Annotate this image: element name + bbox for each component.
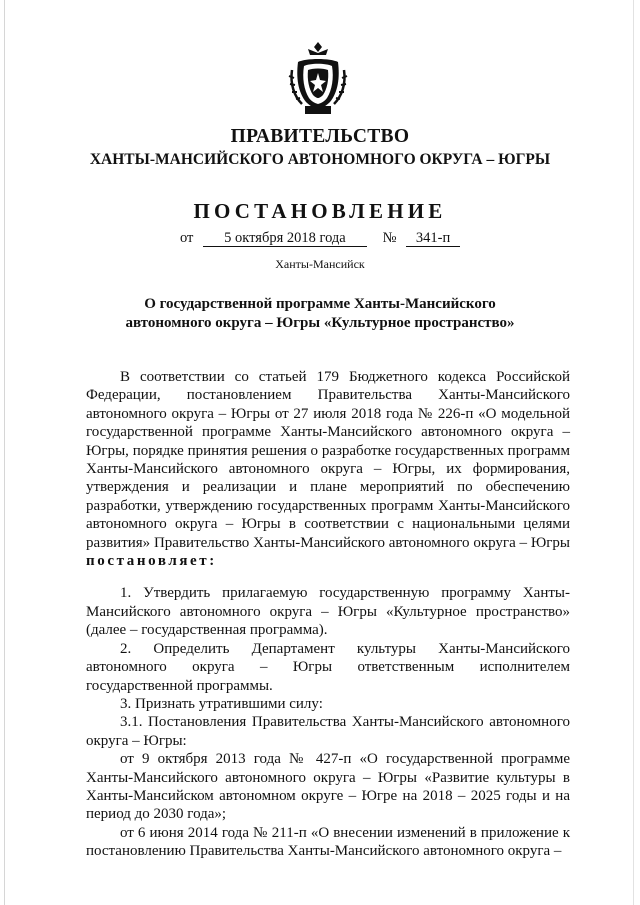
item-3: 3. Признать утратившими силу: <box>120 695 323 712</box>
document-date: 5 октября 2018 года <box>203 230 367 247</box>
document-place: Ханты-Мансийск <box>275 257 365 271</box>
coat-of-arms-icon <box>286 40 350 116</box>
date-prefix: от <box>179 230 194 246</box>
decree-word: постановляет: <box>86 553 217 570</box>
date-number-line <box>0 230 640 247</box>
item-3-1-b: от 6 июня 2014 года № 211-п «О внесении изменений в приложение к постановлению Правительства Ханты-Мансийского автономного округа – <box>86 824 570 860</box>
item-2: 2. Определить Департамент культуры Ханты-Мансийского автономного округа – Югры ответственным исполнителем государственной программы. <box>86 640 570 694</box>
number-prefix: № <box>382 230 397 246</box>
preamble-paragraph <box>86 368 570 570</box>
item-3-1: 3.1. Постановления Правительства Ханты-Мансийского автономного округа – Югры: <box>86 714 570 749</box>
preamble-text: В соответствии со статьей 179 Бюджетного кодекса Российской Федерации, постановлением Правительства Ханты-Мансийского автономного округа – Югры от 27 июля 2018 года № 226-п «О модельной государственной программе Ханты-Мансийского автономного округа – Югры, порядке принятия решения о разработке государственных программ Ханты-Мансийского автономного округа – Югры, их формирования, утверждения и реализации и плане мероприятий по обеспечению разработки, утверждению государственных программ Ханты-Мансийского автономного округа – Югры в соответствии с национальными целями развития» Правительство Ханты-Мансийского автономного округа – Югры <box>86 369 570 551</box>
item-3-1-a: от 9 октября 2013 года № 427-п «О государственной программе Ханты-Мансийского автономного округа – Югры «Развитие культуры в Ханты-Мансийском автономном округе – Югре на 2018 – 2025 годы и на период до 2030 года»; <box>86 751 570 823</box>
document-number: 341-п <box>406 230 460 247</box>
document-type: ПОСТАНОВЛЕНИЕ <box>193 199 447 223</box>
item-1: 1. Утвердить прилагаемую государственную программу Ханты-Мансийского автономного округа – Югры «Культурное пространство» (далее – государственная программа). <box>86 585 570 639</box>
region-title: ХАНТЫ-МАНСИЙСКОГО АВТОНОМНОГО ОКРУГА – ЮГРЫ <box>89 151 551 168</box>
document-subject: О государственной программе Ханты-Мансийского автономного округа – Югры «Культурное пространство» <box>125 296 515 331</box>
document-body <box>86 368 570 861</box>
paragraph-gap <box>86 570 570 584</box>
government-title: ПРАВИТЕЛЬСТВО <box>230 126 410 147</box>
